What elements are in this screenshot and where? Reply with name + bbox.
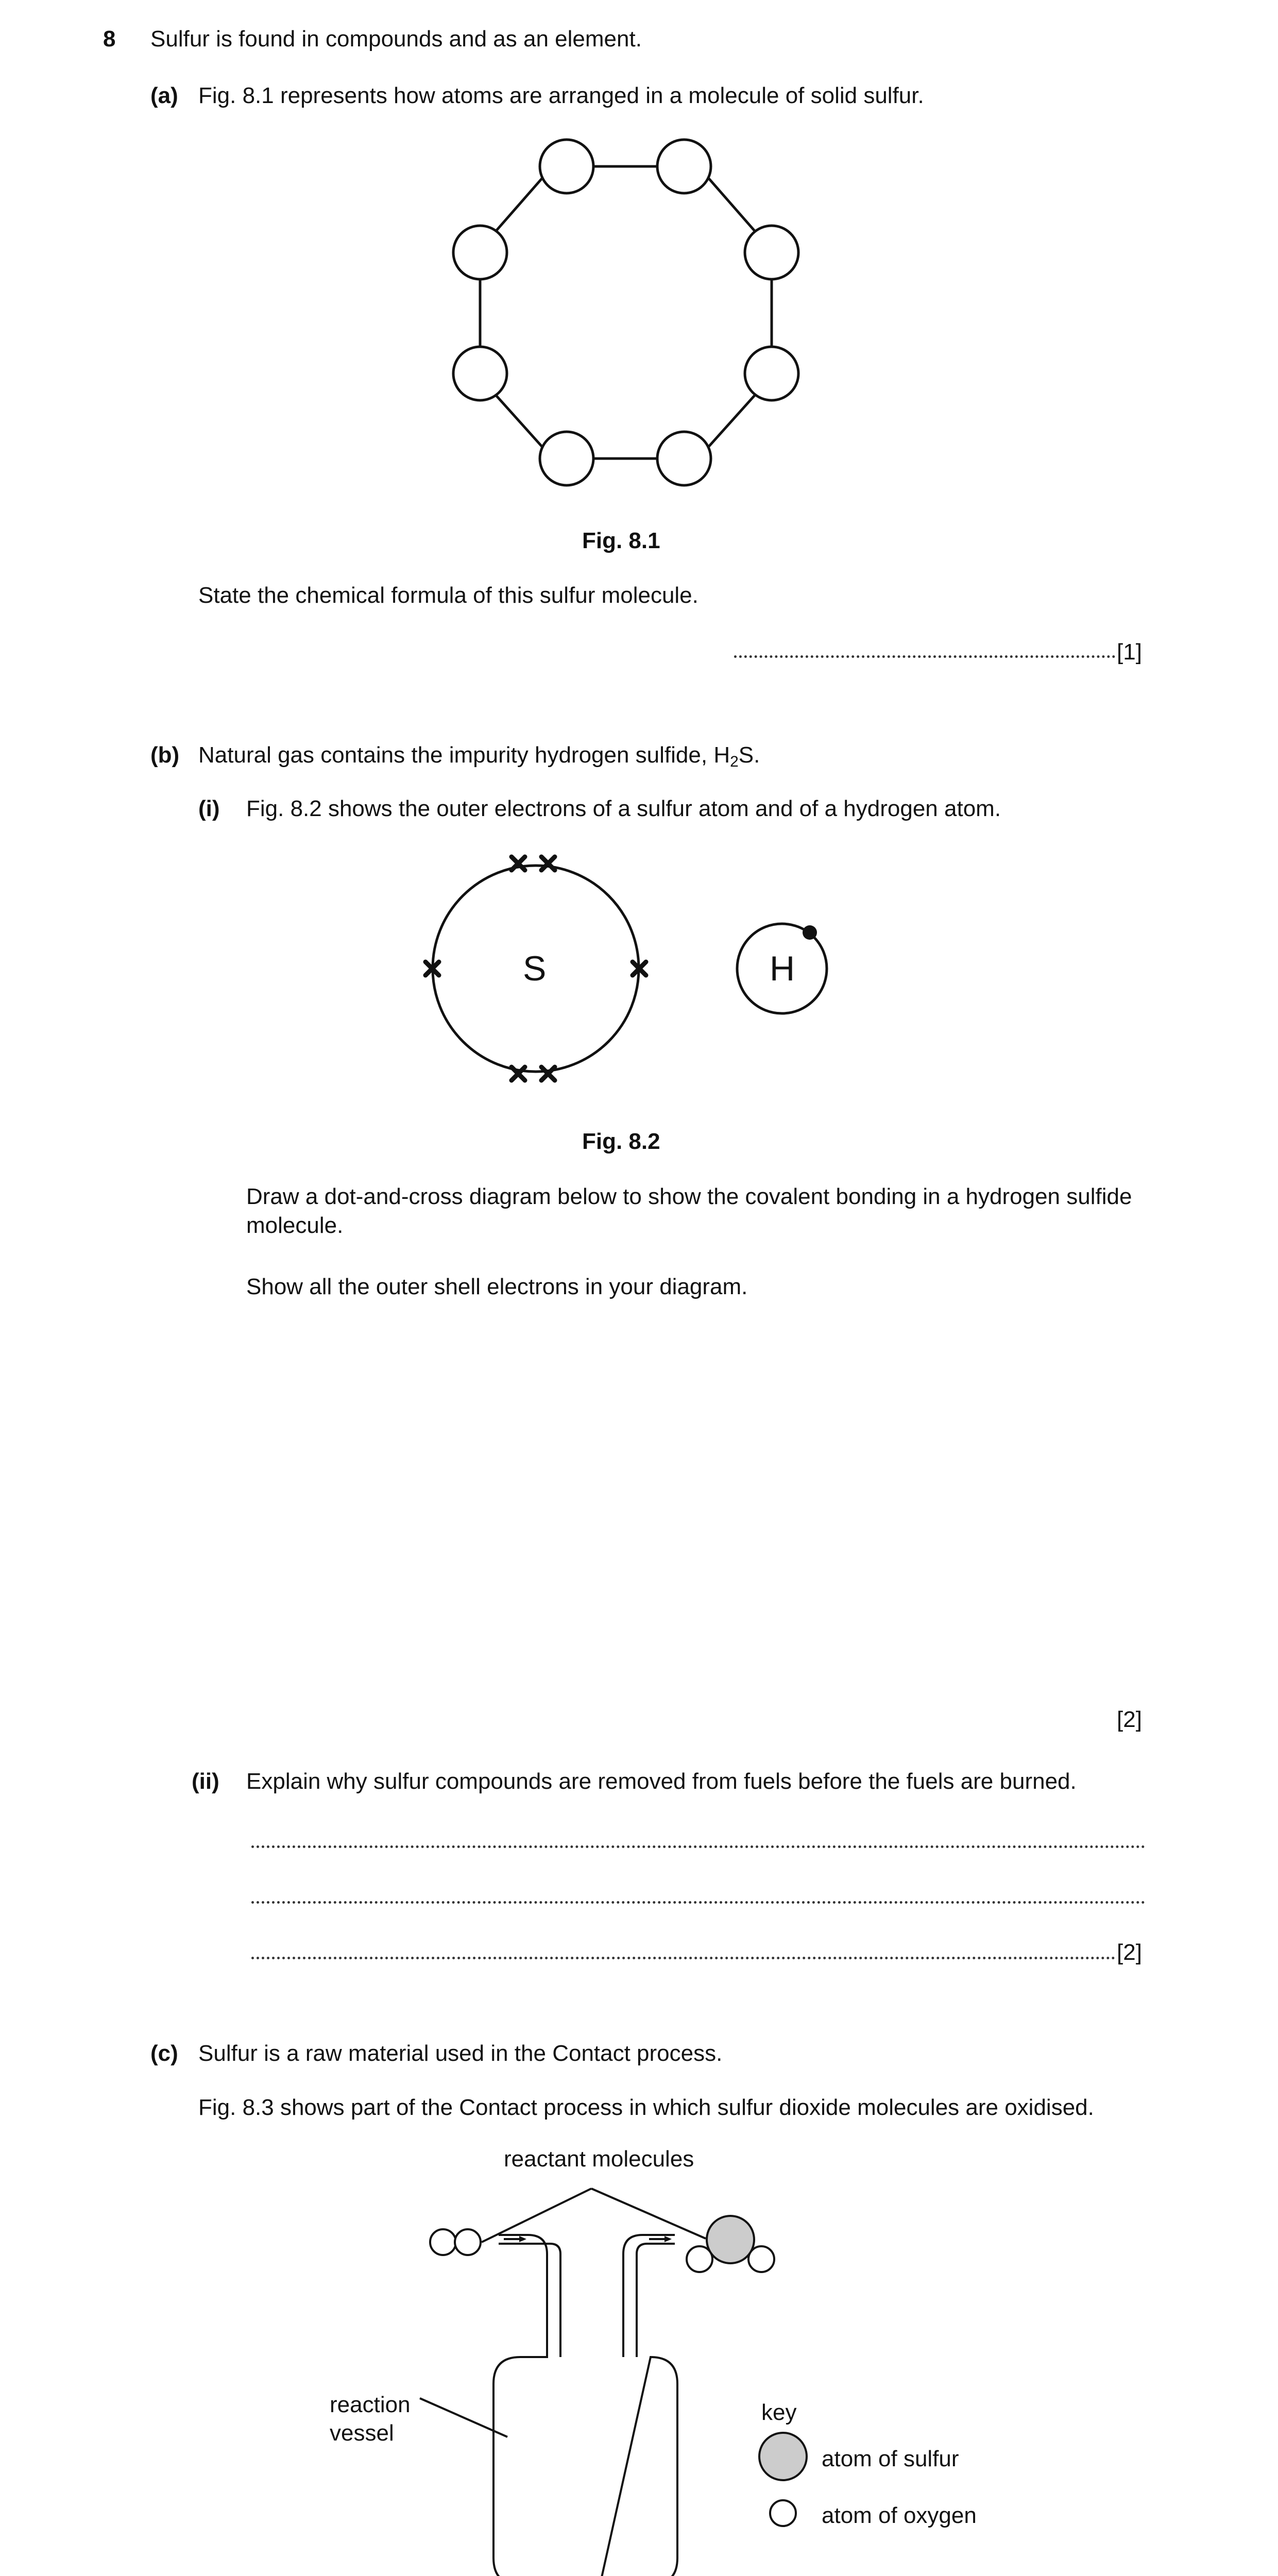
part-b-ii-marks: [2] [1117, 1940, 1142, 1965]
part-b-i-intro: Fig. 8.2 shows the outer electrons of a sulfur atom and of a hydrogen atom. [246, 796, 1001, 821]
key-title: key [761, 2400, 797, 2425]
label-reactant-molecules: reactant molecules [504, 2146, 694, 2172]
key-label-sulfur: atom of sulfur [822, 2446, 959, 2471]
part-b-intro: Natural gas contains the impurity hydrogen sulfide, $H_2S$. [198, 742, 760, 770]
part-a-intro: Fig. 8.1 represents how atoms are arranged in a molecule of solid sulfur. [198, 83, 924, 108]
fig-8-2-caption: Fig. 8.2 [582, 1129, 660, 1154]
key-sulfur-symbol [759, 2433, 807, 2480]
key-oxygen-symbol [770, 2500, 796, 2526]
so2-sulfur-atom [707, 2216, 754, 2263]
part-b-label: (b) [150, 742, 180, 768]
part-a-marks: [1] [1117, 639, 1142, 665]
part-c-fig-intro: Fig. 8.3 shows part of the Contact process in which sulfur dioxide molecules are oxidised. [198, 2095, 1094, 2120]
atom-s-label: S [523, 949, 547, 988]
question-number: 8 [103, 26, 116, 52]
part-a-label: (a) [150, 83, 178, 108]
part-b-i-label: (i) [198, 796, 220, 821]
part-b-ii-label: (ii) [192, 1769, 219, 1794]
part-a-prompt: State the chemical formula of this sulfur molecule. [198, 583, 698, 608]
label-vessel: vessel [330, 2420, 394, 2446]
part-c-intro: Sulfur is a raw material used in the Contact process. [198, 2041, 723, 2066]
question-stem: Sulfur is found in compounds and as an element. [150, 26, 642, 52]
o2-oxygen-atom-2 [455, 2229, 481, 2255]
part-b-i-instruction-1: Draw a dot-and-cross diagram below to show the covalent bonding in a hydrogen sulfide molecule. [246, 1184, 1132, 1238]
atom-h-label: H [770, 949, 795, 988]
key-label-oxygen: atom of oxygen [822, 2503, 977, 2528]
part-c-label: (c) [150, 2041, 178, 2066]
fig-8-1-caption: Fig. 8.1 [582, 528, 660, 553]
label-reaction: reaction [330, 2392, 411, 2417]
part-b-i-instruction-2: Show all the outer shell electrons in your diagram. [246, 1274, 748, 1299]
part-b-i-marks: [2] [1117, 1707, 1142, 1732]
part-b-ii-prompt: Explain why sulfur compounds are removed from fuels before the fuels are burned. [246, 1769, 1077, 1794]
o2-oxygen-atom-1 [430, 2229, 456, 2255]
